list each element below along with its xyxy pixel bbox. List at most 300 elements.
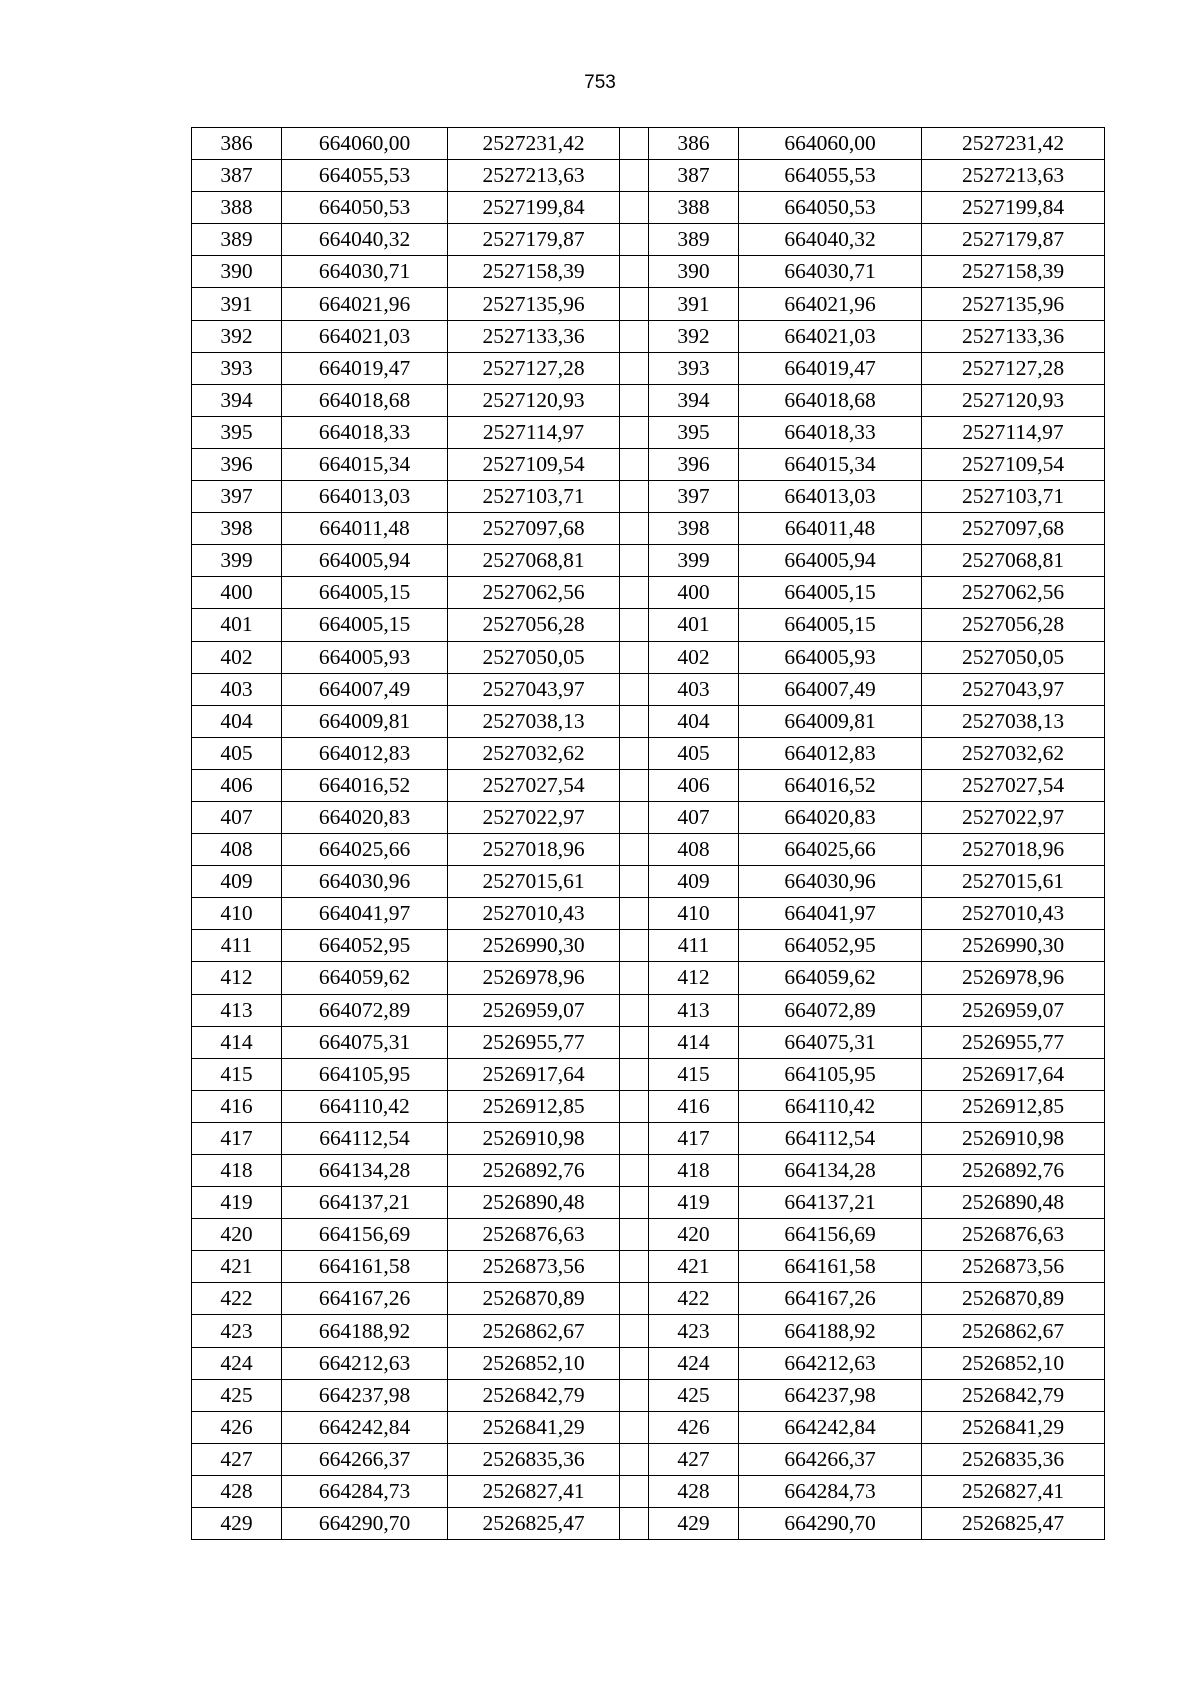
point-number-old: 413 [192, 994, 282, 1026]
x-coordinate-old: 664284,73 [282, 1475, 448, 1507]
x-coordinate-new: 664266,37 [739, 1443, 922, 1475]
y-coordinate-new: 2527103,71 [922, 481, 1105, 513]
point-number-new: 392 [649, 320, 739, 352]
table-row [192, 866, 1105, 898]
coordinates-table-body [192, 128, 1105, 1540]
point-number-new: 388 [649, 192, 739, 224]
point-number-old: 418 [192, 1155, 282, 1187]
point-number-old: 386 [192, 128, 282, 160]
y-coordinate-old: 2527179,87 [448, 224, 620, 256]
table-row [192, 1475, 1105, 1507]
y-coordinate-old: 2527133,36 [448, 320, 620, 352]
point-number-new: 404 [649, 705, 739, 737]
y-coordinate-new: 2526890,48 [922, 1187, 1105, 1219]
table-row [192, 1443, 1105, 1475]
point-number-new: 403 [649, 673, 739, 705]
point-number-old: 391 [192, 288, 282, 320]
point-number-old: 395 [192, 416, 282, 448]
point-number-new: 423 [649, 1315, 739, 1347]
x-coordinate-old: 664005,15 [282, 609, 448, 641]
table-row [192, 1379, 1105, 1411]
separator-cell [620, 1219, 649, 1251]
y-coordinate-old: 2527114,97 [448, 416, 620, 448]
point-number-new: 411 [649, 930, 739, 962]
point-number-old: 420 [192, 1219, 282, 1251]
table-row [192, 705, 1105, 737]
x-coordinate-new: 664005,93 [739, 641, 922, 673]
point-number-new: 393 [649, 352, 739, 384]
y-coordinate-new: 2527097,68 [922, 513, 1105, 545]
point-number-old: 424 [192, 1347, 282, 1379]
point-number-old: 429 [192, 1508, 282, 1540]
y-coordinate-old: 2527043,97 [448, 673, 620, 705]
y-coordinate-new: 2526876,63 [922, 1219, 1105, 1251]
separator-cell [620, 224, 649, 256]
table-row [192, 1315, 1105, 1347]
x-coordinate-new: 664040,32 [739, 224, 922, 256]
x-coordinate-old: 664005,93 [282, 641, 448, 673]
y-coordinate-old: 2527109,54 [448, 448, 620, 480]
x-coordinate-new: 664055,53 [739, 160, 922, 192]
y-coordinate-new: 2527038,13 [922, 705, 1105, 737]
separator-cell [620, 288, 649, 320]
y-coordinate-old: 2527022,97 [448, 801, 620, 833]
table-row [192, 384, 1105, 416]
coordinates-table [191, 127, 1105, 1540]
x-coordinate-old: 664019,47 [282, 352, 448, 384]
point-number-new: 409 [649, 866, 739, 898]
y-coordinate-old: 2526825,47 [448, 1508, 620, 1540]
table-row [192, 448, 1105, 480]
x-coordinate-old: 664009,81 [282, 705, 448, 737]
separator-cell [620, 673, 649, 705]
point-number-new: 422 [649, 1283, 739, 1315]
table-row [192, 641, 1105, 673]
x-coordinate-old: 664188,92 [282, 1315, 448, 1347]
y-coordinate-new: 2526870,89 [922, 1283, 1105, 1315]
x-coordinate-old: 664266,37 [282, 1443, 448, 1475]
y-coordinate-new: 2527127,28 [922, 352, 1105, 384]
point-number-old: 396 [192, 448, 282, 480]
table-row [192, 673, 1105, 705]
table-row [192, 930, 1105, 962]
y-coordinate-new: 2527018,96 [922, 834, 1105, 866]
x-coordinate-new: 664005,15 [739, 609, 922, 641]
point-number-old: 402 [192, 641, 282, 673]
x-coordinate-new: 664134,28 [739, 1155, 922, 1187]
x-coordinate-old: 664041,97 [282, 898, 448, 930]
y-coordinate-old: 2526873,56 [448, 1251, 620, 1283]
x-coordinate-new: 664188,92 [739, 1315, 922, 1347]
y-coordinate-new: 2527010,43 [922, 898, 1105, 930]
separator-cell [620, 609, 649, 641]
point-number-old: 406 [192, 769, 282, 801]
point-number-new: 391 [649, 288, 739, 320]
y-coordinate-old: 2526917,64 [448, 1058, 620, 1090]
y-coordinate-old: 2526912,85 [448, 1090, 620, 1122]
separator-cell [620, 769, 649, 801]
x-coordinate-new: 664237,98 [739, 1379, 922, 1411]
separator-cell [620, 1347, 649, 1379]
point-number-new: 399 [649, 545, 739, 577]
point-number-old: 414 [192, 1026, 282, 1058]
y-coordinate-new: 2527015,61 [922, 866, 1105, 898]
point-number-old: 417 [192, 1122, 282, 1154]
y-coordinate-new: 2527158,39 [922, 256, 1105, 288]
y-coordinate-new: 2526862,67 [922, 1315, 1105, 1347]
separator-cell [620, 641, 649, 673]
y-coordinate-old: 2526842,79 [448, 1379, 620, 1411]
x-coordinate-new: 664041,97 [739, 898, 922, 930]
y-coordinate-old: 2526827,41 [448, 1475, 620, 1507]
separator-cell [620, 448, 649, 480]
point-number-new: 389 [649, 224, 739, 256]
table-row [192, 481, 1105, 513]
point-number-old: 390 [192, 256, 282, 288]
x-coordinate-old: 664016,52 [282, 769, 448, 801]
point-number-old: 428 [192, 1475, 282, 1507]
table-row [192, 192, 1105, 224]
x-coordinate-new: 664019,47 [739, 352, 922, 384]
y-coordinate-new: 2527022,97 [922, 801, 1105, 833]
separator-cell [620, 1122, 649, 1154]
y-coordinate-new: 2527213,63 [922, 160, 1105, 192]
point-number-old: 399 [192, 545, 282, 577]
y-coordinate-new: 2527032,62 [922, 737, 1105, 769]
y-coordinate-new: 2527109,54 [922, 448, 1105, 480]
separator-cell [620, 737, 649, 769]
separator-cell [620, 128, 649, 160]
point-number-new: 387 [649, 160, 739, 192]
separator-cell [620, 1090, 649, 1122]
separator-cell [620, 1411, 649, 1443]
x-coordinate-old: 664050,53 [282, 192, 448, 224]
y-coordinate-new: 2526835,36 [922, 1443, 1105, 1475]
x-coordinate-new: 664018,68 [739, 384, 922, 416]
x-coordinate-old: 664052,95 [282, 930, 448, 962]
y-coordinate-old: 2527015,61 [448, 866, 620, 898]
point-number-new: 401 [649, 609, 739, 641]
x-coordinate-new: 664012,83 [739, 737, 922, 769]
table-row [192, 769, 1105, 801]
x-coordinate-new: 664110,42 [739, 1090, 922, 1122]
point-number-new: 410 [649, 898, 739, 930]
point-number-old: 403 [192, 673, 282, 705]
point-number-new: 405 [649, 737, 739, 769]
table-row [192, 609, 1105, 641]
table-row [192, 416, 1105, 448]
point-number-old: 421 [192, 1251, 282, 1283]
x-coordinate-old: 664072,89 [282, 994, 448, 1026]
point-number-old: 422 [192, 1283, 282, 1315]
table-row [192, 1090, 1105, 1122]
separator-cell [620, 256, 649, 288]
separator-cell [620, 1283, 649, 1315]
x-coordinate-new: 664015,34 [739, 448, 922, 480]
separator-cell [620, 994, 649, 1026]
table-row [192, 160, 1105, 192]
table-row [192, 513, 1105, 545]
point-number-new: 415 [649, 1058, 739, 1090]
y-coordinate-new: 2527056,28 [922, 609, 1105, 641]
separator-cell [620, 866, 649, 898]
point-number-new: 397 [649, 481, 739, 513]
separator-cell [620, 481, 649, 513]
x-coordinate-new: 664112,54 [739, 1122, 922, 1154]
table-row [192, 1122, 1105, 1154]
x-coordinate-new: 664030,71 [739, 256, 922, 288]
y-coordinate-new: 2526852,10 [922, 1347, 1105, 1379]
x-coordinate-old: 664007,49 [282, 673, 448, 705]
point-number-new: 412 [649, 962, 739, 994]
x-coordinate-new: 664161,58 [739, 1251, 922, 1283]
point-number-old: 400 [192, 577, 282, 609]
x-coordinate-old: 664040,32 [282, 224, 448, 256]
point-number-old: 389 [192, 224, 282, 256]
x-coordinate-new: 664060,00 [739, 128, 922, 160]
table-row [192, 352, 1105, 384]
point-number-new: 398 [649, 513, 739, 545]
separator-cell [620, 1026, 649, 1058]
table-row [192, 1251, 1105, 1283]
x-coordinate-old: 664156,69 [282, 1219, 448, 1251]
y-coordinate-new: 2527114,97 [922, 416, 1105, 448]
y-coordinate-old: 2527199,84 [448, 192, 620, 224]
x-coordinate-old: 664105,95 [282, 1058, 448, 1090]
y-coordinate-new: 2527027,54 [922, 769, 1105, 801]
point-number-old: 408 [192, 834, 282, 866]
y-coordinate-old: 2527068,81 [448, 545, 620, 577]
point-number-new: 414 [649, 1026, 739, 1058]
y-coordinate-new: 2527043,97 [922, 673, 1105, 705]
point-number-old: 409 [192, 866, 282, 898]
y-coordinate-new: 2527120,93 [922, 384, 1105, 416]
x-coordinate-new: 664021,03 [739, 320, 922, 352]
point-number-old: 394 [192, 384, 282, 416]
y-coordinate-new: 2526990,30 [922, 930, 1105, 962]
x-coordinate-new: 664290,70 [739, 1508, 922, 1540]
point-number-old: 407 [192, 801, 282, 833]
separator-cell [620, 1379, 649, 1411]
y-coordinate-new: 2526827,41 [922, 1475, 1105, 1507]
y-coordinate-old: 2527038,13 [448, 705, 620, 737]
separator-cell [620, 513, 649, 545]
x-coordinate-old: 664021,96 [282, 288, 448, 320]
table-row [192, 1411, 1105, 1443]
point-number-old: 397 [192, 481, 282, 513]
x-coordinate-old: 664237,98 [282, 1379, 448, 1411]
y-coordinate-old: 2526852,10 [448, 1347, 620, 1379]
x-coordinate-old: 664167,26 [282, 1283, 448, 1315]
x-coordinate-new: 664212,63 [739, 1347, 922, 1379]
y-coordinate-new: 2526959,07 [922, 994, 1105, 1026]
point-number-new: 394 [649, 384, 739, 416]
point-number-old: 427 [192, 1443, 282, 1475]
table-row [192, 545, 1105, 577]
point-number-new: 416 [649, 1090, 739, 1122]
point-number-old: 387 [192, 160, 282, 192]
x-coordinate-new: 664284,73 [739, 1475, 922, 1507]
point-number-new: 406 [649, 769, 739, 801]
table-row [192, 1155, 1105, 1187]
table-row [192, 128, 1105, 160]
table-row [192, 224, 1105, 256]
x-coordinate-old: 664110,42 [282, 1090, 448, 1122]
separator-cell [620, 1187, 649, 1219]
y-coordinate-old: 2526892,76 [448, 1155, 620, 1187]
separator-cell [620, 834, 649, 866]
y-coordinate-new: 2526910,98 [922, 1122, 1105, 1154]
y-coordinate-old: 2526910,98 [448, 1122, 620, 1154]
point-number-old: 416 [192, 1090, 282, 1122]
y-coordinate-new: 2526892,76 [922, 1155, 1105, 1187]
separator-cell [620, 1155, 649, 1187]
table-row [192, 1187, 1105, 1219]
point-number-new: 396 [649, 448, 739, 480]
separator-cell [620, 705, 649, 737]
y-coordinate-new: 2527135,96 [922, 288, 1105, 320]
y-coordinate-old: 2527231,42 [448, 128, 620, 160]
y-coordinate-old: 2527103,71 [448, 481, 620, 513]
separator-cell [620, 801, 649, 833]
point-number-new: 402 [649, 641, 739, 673]
y-coordinate-old: 2527135,96 [448, 288, 620, 320]
y-coordinate-new: 2526917,64 [922, 1058, 1105, 1090]
x-coordinate-new: 664075,31 [739, 1026, 922, 1058]
x-coordinate-old: 664059,62 [282, 962, 448, 994]
x-coordinate-old: 664018,68 [282, 384, 448, 416]
point-number-new: 413 [649, 994, 739, 1026]
y-coordinate-old: 2526876,63 [448, 1219, 620, 1251]
y-coordinate-new: 2527199,84 [922, 192, 1105, 224]
x-coordinate-new: 664013,03 [739, 481, 922, 513]
separator-cell [620, 1475, 649, 1507]
x-coordinate-old: 664025,66 [282, 834, 448, 866]
point-number-old: 426 [192, 1411, 282, 1443]
point-number-new: 427 [649, 1443, 739, 1475]
table-row [192, 1026, 1105, 1058]
table-row [192, 320, 1105, 352]
point-number-old: 392 [192, 320, 282, 352]
point-number-new: 407 [649, 801, 739, 833]
table-row [192, 288, 1105, 320]
y-coordinate-new: 2527068,81 [922, 545, 1105, 577]
separator-cell [620, 1251, 649, 1283]
x-coordinate-old: 664075,31 [282, 1026, 448, 1058]
table-row [192, 898, 1105, 930]
x-coordinate-new: 664156,69 [739, 1219, 922, 1251]
y-coordinate-old: 2526841,29 [448, 1411, 620, 1443]
table-row [192, 994, 1105, 1026]
x-coordinate-old: 664020,83 [282, 801, 448, 833]
y-coordinate-new: 2526873,56 [922, 1251, 1105, 1283]
x-coordinate-new: 664005,15 [739, 577, 922, 609]
point-number-new: 428 [649, 1475, 739, 1507]
y-coordinate-old: 2527027,54 [448, 769, 620, 801]
x-coordinate-old: 664013,03 [282, 481, 448, 513]
table-row [192, 1283, 1105, 1315]
table-row [192, 1219, 1105, 1251]
x-coordinate-old: 664030,96 [282, 866, 448, 898]
x-coordinate-old: 664242,84 [282, 1411, 448, 1443]
separator-cell [620, 962, 649, 994]
separator-cell [620, 1443, 649, 1475]
separator-cell [620, 384, 649, 416]
y-coordinate-old: 2526870,89 [448, 1283, 620, 1315]
y-coordinate-old: 2526862,67 [448, 1315, 620, 1347]
separator-cell [620, 192, 649, 224]
x-coordinate-new: 664025,66 [739, 834, 922, 866]
table-row [192, 1347, 1105, 1379]
y-coordinate-old: 2527018,96 [448, 834, 620, 866]
y-coordinate-new: 2527179,87 [922, 224, 1105, 256]
y-coordinate-old: 2527097,68 [448, 513, 620, 545]
point-number-old: 425 [192, 1379, 282, 1411]
point-number-new: 417 [649, 1122, 739, 1154]
point-number-old: 415 [192, 1058, 282, 1090]
table-row [192, 1058, 1105, 1090]
point-number-old: 393 [192, 352, 282, 384]
x-coordinate-new: 664016,52 [739, 769, 922, 801]
separator-cell [620, 352, 649, 384]
x-coordinate-new: 664242,84 [739, 1411, 922, 1443]
x-coordinate-new: 664011,48 [739, 513, 922, 545]
y-coordinate-old: 2527158,39 [448, 256, 620, 288]
point-number-old: 419 [192, 1187, 282, 1219]
x-coordinate-new: 664167,26 [739, 1283, 922, 1315]
y-coordinate-old: 2526959,07 [448, 994, 620, 1026]
separator-cell [620, 1508, 649, 1540]
point-number-old: 401 [192, 609, 282, 641]
x-coordinate-old: 664005,94 [282, 545, 448, 577]
y-coordinate-old: 2526978,96 [448, 962, 620, 994]
x-coordinate-old: 664137,21 [282, 1187, 448, 1219]
table-row [192, 1508, 1105, 1540]
x-coordinate-new: 664105,95 [739, 1058, 922, 1090]
y-coordinate-new: 2527231,42 [922, 128, 1105, 160]
separator-cell [620, 577, 649, 609]
x-coordinate-old: 664055,53 [282, 160, 448, 192]
x-coordinate-old: 664005,15 [282, 577, 448, 609]
point-number-old: 423 [192, 1315, 282, 1347]
x-coordinate-new: 664059,62 [739, 962, 922, 994]
x-coordinate-new: 664137,21 [739, 1187, 922, 1219]
x-coordinate-old: 664060,00 [282, 128, 448, 160]
separator-cell [620, 320, 649, 352]
y-coordinate-new: 2526841,29 [922, 1411, 1105, 1443]
y-coordinate-new: 2526912,85 [922, 1090, 1105, 1122]
x-coordinate-old: 664290,70 [282, 1508, 448, 1540]
point-number-old: 405 [192, 737, 282, 769]
point-number-new: 426 [649, 1411, 739, 1443]
y-coordinate-new: 2526978,96 [922, 962, 1105, 994]
point-number-old: 404 [192, 705, 282, 737]
point-number-old: 411 [192, 930, 282, 962]
page-number: 753 [584, 72, 616, 93]
y-coordinate-old: 2527056,28 [448, 609, 620, 641]
point-number-old: 398 [192, 513, 282, 545]
separator-cell [620, 1058, 649, 1090]
x-coordinate-old: 664012,83 [282, 737, 448, 769]
x-coordinate-old: 664134,28 [282, 1155, 448, 1187]
point-number-new: 419 [649, 1187, 739, 1219]
table-row [192, 801, 1105, 833]
point-number-new: 386 [649, 128, 739, 160]
y-coordinate-old: 2527062,56 [448, 577, 620, 609]
y-coordinate-new: 2527050,05 [922, 641, 1105, 673]
point-number-new: 400 [649, 577, 739, 609]
y-coordinate-old: 2527010,43 [448, 898, 620, 930]
